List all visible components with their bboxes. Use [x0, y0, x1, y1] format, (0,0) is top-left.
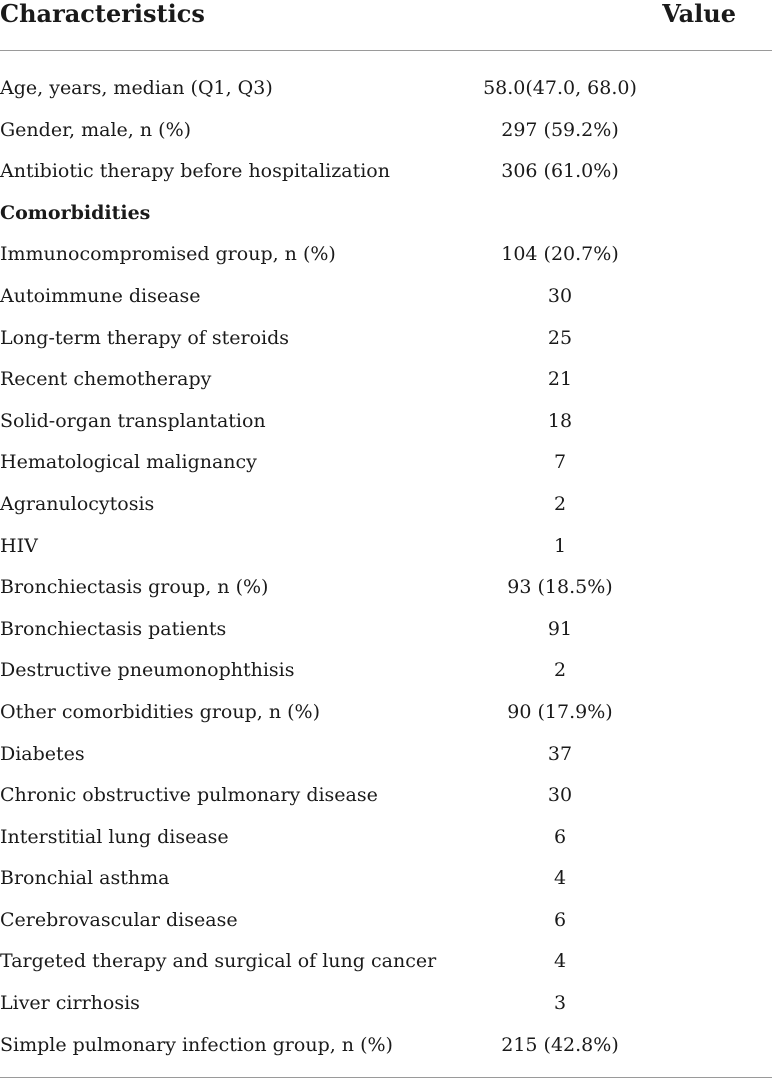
row-value: 4 — [553, 867, 567, 890]
table-row — [0, 1024, 772, 1066]
table-row — [0, 774, 772, 816]
table-row — [0, 441, 772, 483]
row-label: Bronchiectasis patients — [0, 617, 227, 640]
row-label: Destructive pneumonophthisis — [0, 659, 295, 682]
row-value: 1 — [553, 534, 567, 557]
header-rule — [0, 50, 772, 51]
row-value: 37 — [547, 742, 573, 765]
table-row — [0, 982, 772, 1024]
row-label: Antibiotic therapy before hospitalization — [0, 160, 390, 183]
table-row — [0, 317, 772, 359]
row-value: 90 (17.9%) — [507, 700, 613, 723]
table-header — [0, 0, 772, 50]
header-value: Value — [662, 0, 736, 28]
table-row — [0, 691, 772, 733]
table-row — [0, 150, 772, 192]
row-label: Liver cirrhosis — [0, 992, 140, 1015]
row-value: 18 — [547, 409, 573, 432]
row-label: Age, years, median (Q1, Q3) — [0, 77, 273, 99]
row-value: 3 — [553, 992, 567, 1015]
table-row — [0, 400, 772, 442]
table-row — [0, 649, 772, 691]
table-row — [0, 566, 772, 608]
row-label: Recent chemotherapy — [0, 368, 212, 391]
table-section-row — [0, 192, 772, 234]
table-row — [0, 940, 772, 982]
row-label: Gender, male, n (%) — [0, 118, 192, 141]
row-label: Other comorbidities group, n (%) — [0, 700, 320, 723]
row-label: Diabetes — [0, 742, 85, 765]
row-label: HIV — [0, 534, 38, 557]
row-value: 30 — [547, 784, 573, 807]
row-value: 93 (18.5%) — [507, 576, 613, 599]
table-row — [0, 608, 772, 650]
table-row — [0, 67, 772, 109]
table-row — [0, 816, 772, 858]
bottom-rule — [0, 1077, 772, 1078]
table-row — [0, 857, 772, 899]
row-label: Simple pulmonary infection group, n (%) — [0, 1033, 393, 1056]
row-label: Immunocompromised group, n (%) — [0, 243, 336, 266]
row-value: 306 (61.0%) — [501, 160, 619, 183]
table-row — [0, 358, 772, 400]
row-label: Cerebrovascular disease — [0, 908, 238, 931]
row-value: 7 — [553, 451, 567, 474]
row-value: 58.0(47.0, 68.0) — [483, 77, 637, 99]
row-value: 2 — [553, 492, 567, 515]
row-label: Chronic obstructive pulmonary disease — [0, 784, 378, 807]
row-value: 21 — [547, 368, 573, 391]
table-row — [0, 275, 772, 317]
row-value: 91 — [547, 617, 573, 640]
row-label: Solid-organ transplantation — [0, 409, 266, 432]
row-label: Interstitial lung disease — [0, 825, 229, 848]
row-label: Bronchiectasis group, n (%) — [0, 576, 269, 599]
table-row — [0, 899, 772, 941]
row-label: Hematological malignancy — [0, 451, 257, 474]
row-value: 6 — [553, 908, 567, 931]
table-row — [0, 483, 772, 525]
row-value: 297 (59.2%) — [501, 118, 619, 141]
row-label: Bronchial asthma — [0, 867, 170, 890]
row-value: 2 — [553, 659, 567, 682]
row-value: 4 — [553, 950, 567, 973]
table-row — [0, 233, 772, 275]
row-value: 215 (42.8%) — [501, 1033, 619, 1056]
table-row — [0, 109, 772, 151]
header-characteristics: Characteristics — [0, 0, 205, 28]
row-value: 6 — [553, 825, 567, 848]
row-value: 30 — [547, 284, 573, 307]
row-label: Targeted therapy and surgical of lung cancer — [0, 950, 437, 973]
row-label: Autoimmune disease — [0, 284, 201, 307]
row-value: 25 — [547, 326, 573, 349]
row-value: 104 (20.7%) — [501, 243, 619, 266]
row-label: Agranulocytosis — [0, 492, 155, 515]
row-label: Comorbidities — [0, 201, 151, 224]
row-label: Long-term therapy of steroids — [0, 326, 290, 349]
table-body — [0, 67, 772, 1065]
table-row — [0, 733, 772, 775]
table-row — [0, 525, 772, 567]
